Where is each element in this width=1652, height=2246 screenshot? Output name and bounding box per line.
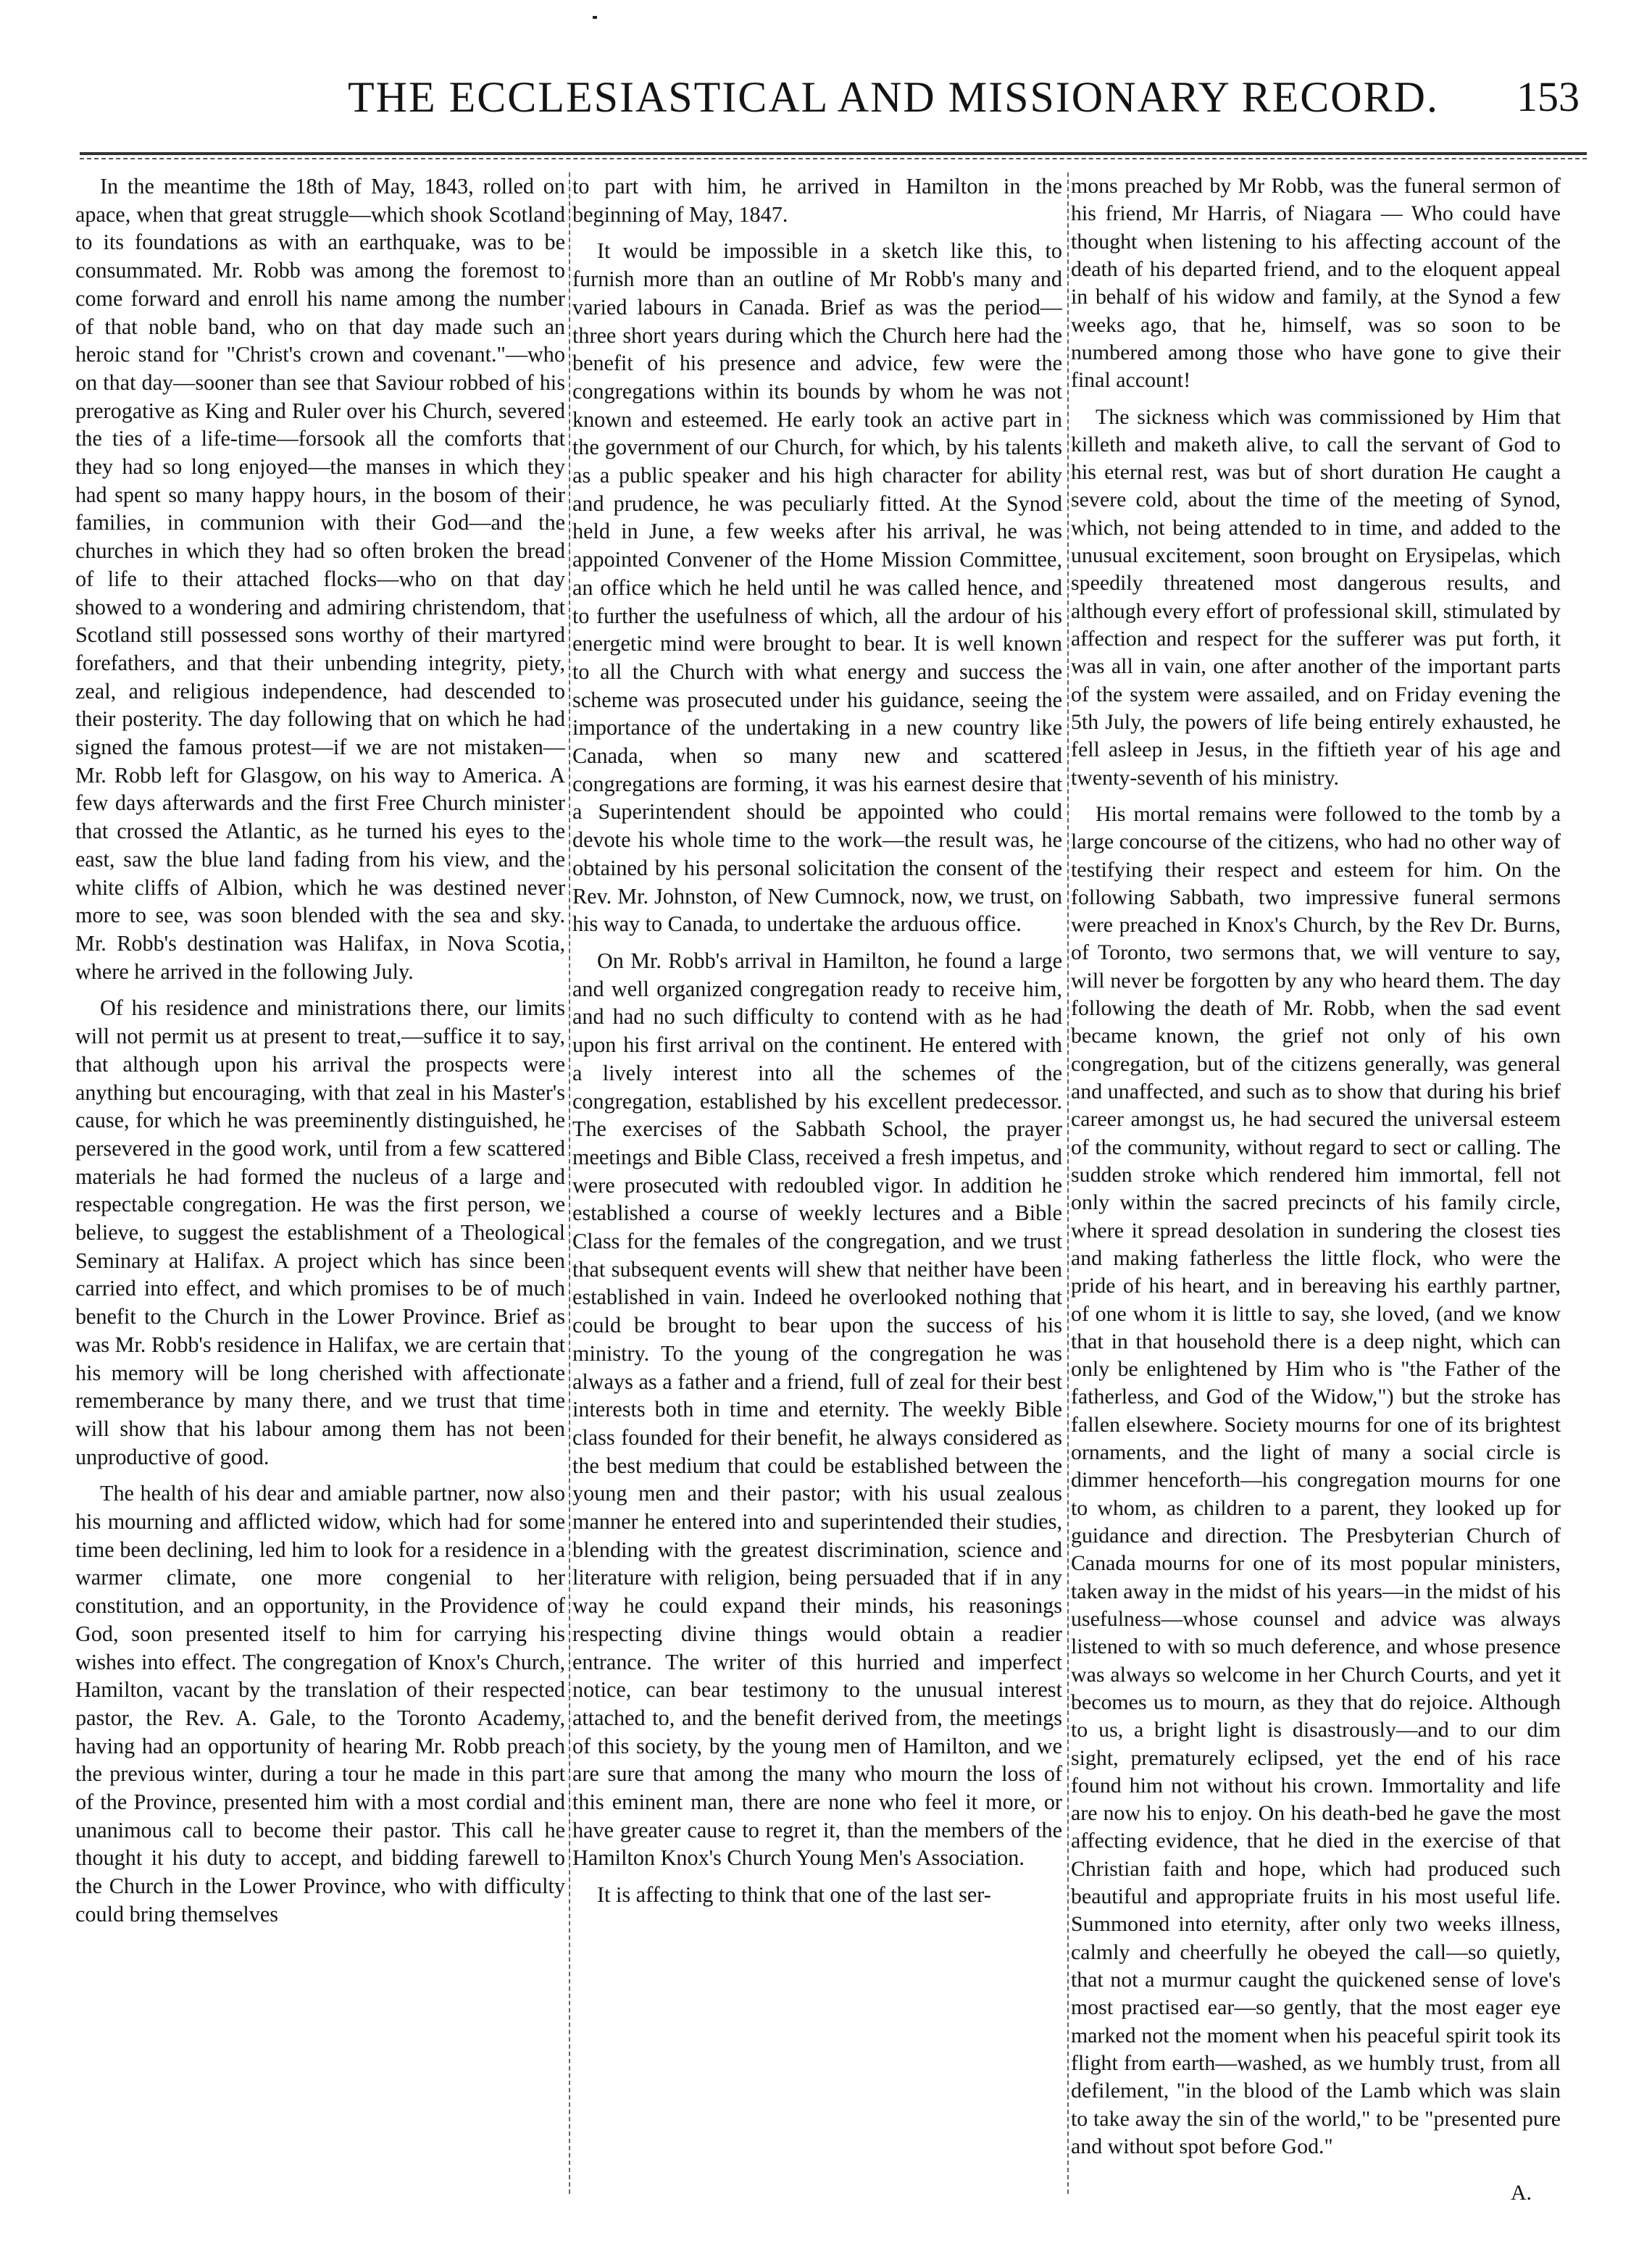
paragraph: On Mr. Robb's arrival in Hamilton, he found a large and well organized congregation ready to receive him, and had no such difficulty to contend with as he had upon his first arrival on the continent. He entered with a lively interest into all the schemes of the congregation, established by his excellent predecessor. The exercises of the Sabbath School, the prayer meetings and Bible Class, received a fresh impetus, and were prosecuted with redoubled vigor. In addition he established a course of weekly lectures and a Bible Class for the females of the congregation, and we trust that subsequent events will shew that neither have been established in vain. Indeed he overlooked nothing that could be brought to bear upon the success of his ministry. To the young of the congregation he was always as a father and a friend, full of zeal for their best interests both in time and eternity. The weekly Bible class founded for their benefit, he always considered as the best medium that could be established between the young men and their pastor; with his usual zealous manner he entered into and superintended their studies, blending with the greatest discrimination, science and literature with religion, being persuaded that if in any way he could expand their minds, his reasonings respecting divine things would obtain a readier entrance. The writer of this hurried and imperfect notice, can bear testimony to the unusual interest attached to, and the benefit derived from, the meetings of this society, by the young men of Hamilton, and we are sure that among the many who mourn the loss of this eminent man, there are none who feel it more, or have greater cause to regret it, than the members of the Hamilton Knox's Church Young Men's Association. <box>572 948 1062 1871</box>
paragraph: His mortal remains were followed to the tomb by a large concourse of the citizens, who had no other way of testifying their respect and esteem for him. On the following Sabbath, two impressive funeral sermons were preached in Knox's Church, by the Rev Dr. Burns, of Toronto, two sermons that, we will venture to say, will never be forgotten by any who heard them. The day following the death of Mr. Robb, when the sad event became known, the grief not only of his own congregation, but of the citizens generally, was general and unaffected, and such as to show that during his brief career amongst us, he had secured the universal esteem of the community, without regard to sect or calling. The sudden stroke which rendered him immortal, fell not only within the sacred precincts of his family circle, where it spread desolation in sundering the closest ties and making fatherless the little flock, who were the pride of his heart, and in bereaving his earthly partner, of one whom it is little to say, she loved, (and we know that in that household there is a deep night, which can only be enlightened by Him who is "the Father of the fatherless, and God of the Widow,") but the stroke has fallen elsewhere. Society mourns for one of its brightest ornaments, and the light of many a social circle is dimmer henceforth—his congregation mourns for one to whom, as children to a parent, they looked up for guidance and direction. The Presbyterian Church of Canada mourns for one of its most popular ministers, taken away in the midst of his years—in the midst of his usefulness—whose counsel and advice was always listened to with so much deference, and whose presence was always so welcome in her Church Courts, and yet it becomes us to mourn, as they that do rejoice. Although to us, a bright light is disastrously—and to our dim sight, prematurely eclipsed, yet the end of his race found him not without his crown. Immortality and life are now his to enjoy. On his death-bed he gave the most affecting evidence, that he died in the exercise of that Christian faith and hope, which had produced such beautiful and appropriate fruits in his most useful life. Summoned into eternity, after only two weeks illness, calmly and cheerfully he obeyed the call—so quietly, that not a murmur caught the quickened sense of love's most practised ear—so gently, that the most eager eye marked not the moment when his peaceful spirit took its flight from earth—washed, as we humbly trust, from all defilement, "in the blood of the Lamb which was slain to take away the sin of the world," to be "presented pure and without spot before God." <box>1071 801 1561 2158</box>
journal-title: THE ECCLESIASTICAL AND MISSIONARY RECORD. <box>348 73 1439 121</box>
column-divider <box>1067 172 1069 2194</box>
header-rule <box>80 152 1587 155</box>
paragraph: mons preached by Mr Robb, was the funeral sermon of his friend, Mr Harris, of Niagara — Who could have thought when listening to his affecting account of the death of his departed friend, and to the eloquent appeal in behalf of his widow and family, at the Synod a few weeks ago, that he, himself, was so soon to be numbered among those who have gone to give their final account! <box>1071 174 1561 393</box>
paragraph: to part with him, he arrived in Hamilton in the beginning of May, 1847. <box>572 174 1062 227</box>
column-divider <box>569 172 570 2194</box>
ink-speck <box>593 16 597 19</box>
column-middle <box>572 172 1062 2223</box>
paragraph: The health of his dear and amiable partner, now also his mourning and afflicted widow, which had for some time been declining, led him to look for a residence in a warmer climate, one more congenial to her constitution, and an opportunity, in the Providence of God, soon presented itself to him for carrying his wishes into effect. The congregation of Knox's Church, Hamilton, vacant by the translation of their respected pastor, the Rev. A. Gale, to the Toronto Academy, having had an opportunity of hearing Mr. Robb preach the previous winter, during a tour he made in this part of the Province, presented him with a most cordial and unanimous call to become their pastor. This call he thought it his duty to accept, and bidding farewell to the Church in the Lower Province, who with difficulty could bring themselves <box>75 1481 565 1926</box>
column-right <box>1071 172 1561 2223</box>
paragraph: It is affecting to think that one of the last ser- <box>597 1882 991 1908</box>
column-left <box>75 172 565 2223</box>
paragraph: The sickness which was commissioned by Him that killeth and maketh alive, to call the servant of God to his eternal rest, was but of short duration He caught a severe cold, about the time of the meeting of Synod, which, not being attended to in time, and added to the unusual excitement, soon brought on Erysipelas, which speedily threatened most dangerous results, and although every effort of professional skill, stimulated by affection and respect for the sufferer was put forth, it was all in vain, one after another of the important parts of the system were assailed, and on Friday evening the 5th July, the powers of life being entirely exhausted, he fell asleep in Jesus, in the fiftieth year of his age and twenty-seventh of his ministry. <box>1071 404 1561 790</box>
page-number: 153 <box>1517 73 1580 120</box>
running-header <box>0 72 1652 152</box>
header-rule-dashed <box>80 158 1587 159</box>
paragraph: In the meantime the 18th of May, 1843, rolled on apace, when that great struggle—which shook Scotland to its foundations as with an earthquake, was to be consummated. Mr. Robb was among the foremost to come forward and enroll his name among the number of that noble band, who on that day made such an heroic stand for "Christ's crown and covenant."—who on that day—sooner than see that Saviour robbed of his prerogative as King and Ruler over his Church, severed the ties of a life-time—forsook all the comforts that they had so long enjoyed—the manses in which they had spent so many happy hours, in the bosom of their families, in communion with their God—and the churches in which they had so often broken the bread of life to their attached flocks—who on that day showed to a wondering and admiring christendom, that Scotland still possessed sons worthy of their martyred forefathers, and that their unbending integrity, piety, zeal, and religious independence, had descended to their posterity. The day following that on which he had signed the famous protest—if we are not mistaken—Mr. Robb left for Glasgow, on his way to America. A few days afterwards and the first Free Church minister that crossed the Atlantic, as he turned his eyes to the east, saw the blue land fading from his view, and the white cliffs of Albion, which he was destined never more to see, was soon blended with the sea and sky. Mr. Robb's destination was Halifax, in Nova Scotia, where he arrived in the following July. <box>75 174 565 984</box>
paragraph: Of his residence and ministrations there, our limits will not permit us at present to treat,—suffice it to say, that although upon his arrival the prospects were anything but encouraging, with that zeal in his Master's cause, for which he was preeminently distinguished, he persevered in the good work, until from a few scattered materials he had formed the nucleus of a large and respectable congregation. He was the first person, we believe, to suggest the establishment of a Theological Seminary at Halifax. A project which has since been carried into effect, and which promises to be of much benefit to the Church in the Lower Province. Brief as was Mr. Robb's residence in Halifax, we are certain that his memory will be long cherished with affectionate rememberance by many there, and we trust that time will show that his labour among them has not been unproductive of good. <box>75 995 565 1469</box>
author-signature: A. <box>1510 2181 1532 2205</box>
paragraph: It would be impossible in a sketch like this, to furnish more than an outline of Mr Robb's many and varied labours in Canada. Brief as was the period—three short years during which the Church here had the benefit of his presence and advice, few were the congregations within its bounds by whom he was not known and esteemed. He early took an active part in the government of our Church, for which, by his talents as a public speaker and his high character for ability and prudence, he was peculiarly fitted. At the Synod held in June, a few weeks after his arrival, he was appointed Convener of the Home Mission Committee, an office which he held until he was called hence, and to further the usefulness of which, all the ardour of his energetic mind were brought to bear. It is well known to all the Church with what energy and success the scheme was prosecuted under his guidance, seeing the importance of the undertaking in a new country like Canada, when so many new and scattered congregations are forming, it was his earnest desire that a Superintendent should be appointed who could devote his whole time to the work—the result was, he obtained by his personal solicitation the consent of the Rev. Mr. Johnston, of New Cumnock, now, we trust, on his way to Canada, to undertake the arduous office. <box>572 238 1062 937</box>
